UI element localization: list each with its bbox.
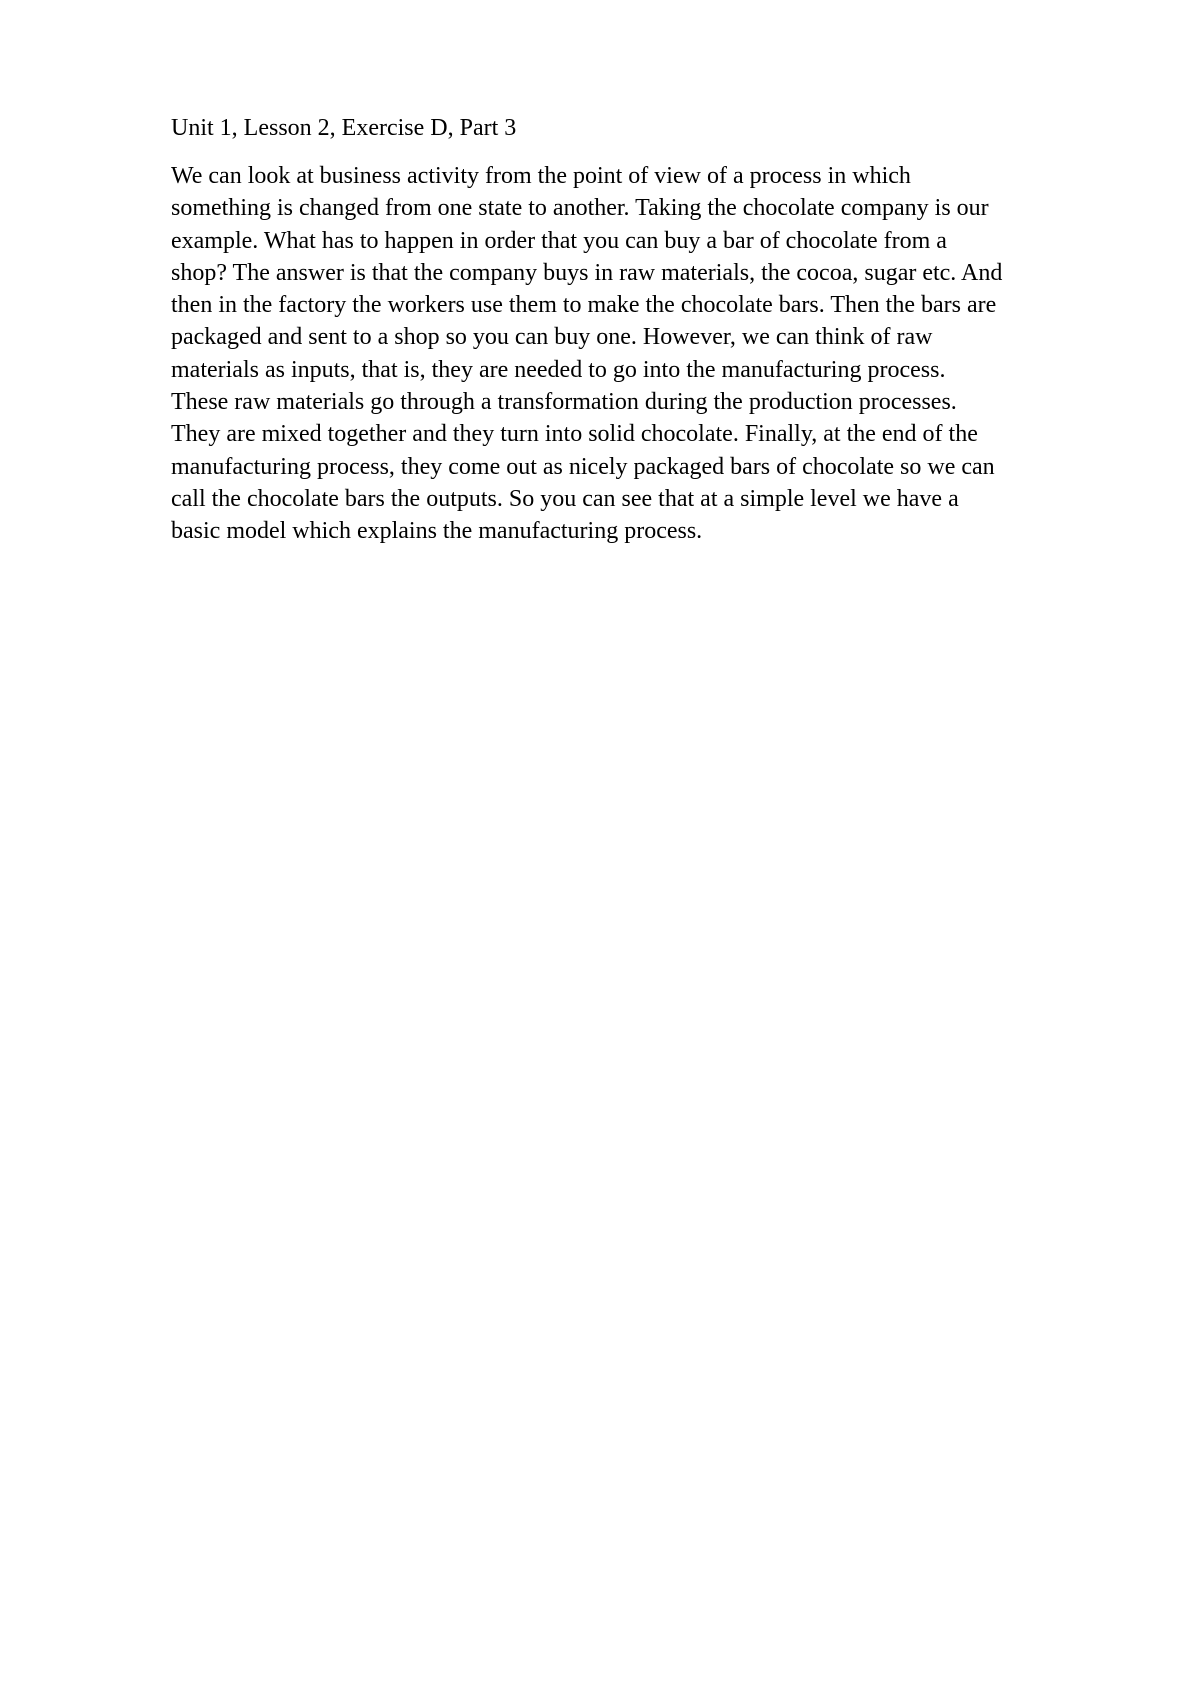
paragraph-line: We can look at business activity from the point of view of a process in which	[171, 163, 911, 189]
paragraph-line: then in the factory the workers use them to make the chocolate bars. Then the bars are	[171, 292, 997, 319]
paragraph-line: These raw materials go through a transformation during the production processes.	[171, 389, 957, 416]
paragraph-line: packaged and sent to a shop so you can buy one. However, we can think of raw	[171, 324, 933, 351]
document-body	[171, 112, 1091, 548]
paragraph-line: example. What has to happen in order that you can buy a bar of chocolate from a	[171, 227, 947, 254]
paragraph-line: materials as inputs, that is, they are needed to go into the manufacturing process.	[171, 356, 946, 383]
document-heading: Unit 1, Lesson 2, Exercise D, Part 3	[171, 115, 517, 141]
document-paragraph	[171, 160, 1091, 548]
paragraph-line: shop? The answer is that the company buys in raw materials, the cocoa, sugar etc. And	[171, 259, 1003, 286]
paragraph-line: something is changed from one state to another. Taking the chocolate company is our	[171, 195, 989, 222]
paragraph-line: basic model which explains the manufacturing process.	[171, 518, 703, 545]
paragraph-line: manufacturing process, they come out as nicely packaged bars of chocolate so we can	[171, 453, 995, 480]
paragraph-line: call the chocolate bars the outputs. So you can see that at a simple level we have a	[171, 485, 959, 512]
paragraph-line: They are mixed together and they turn into solid chocolate. Finally, at the end of the	[171, 421, 978, 448]
